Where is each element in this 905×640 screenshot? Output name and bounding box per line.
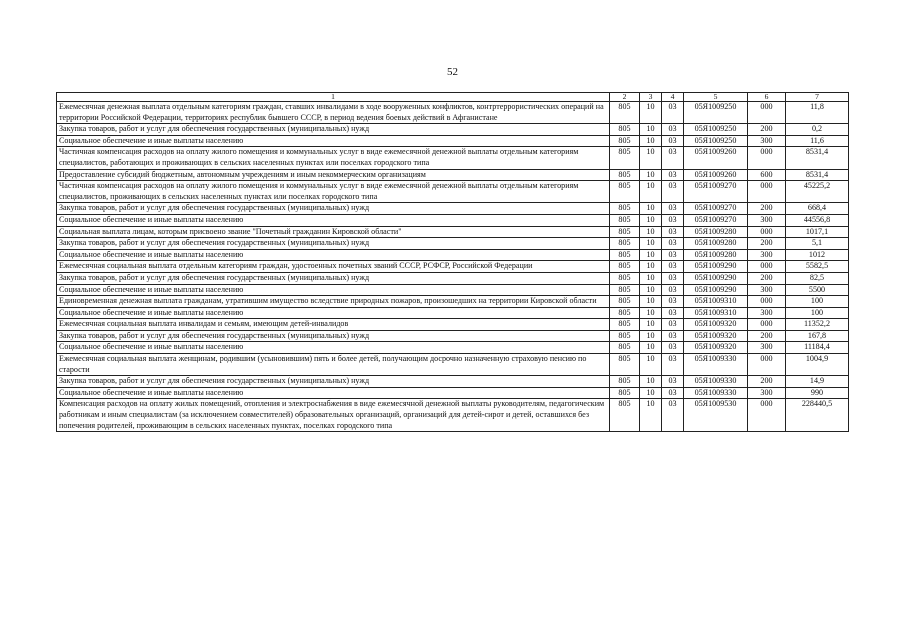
- item-name-cell: Компенсация расходов на оплату жилых помещений, отопления и электроснабжения в виде ежемесячной денежной выплаты руководителям, педагогическим работникам и иным специалистам (за исключением совместителей) образовательных организаций, организаций для детей-сирот и детей, оставшихся без попечения родителей, проживающим в сельских населенных пунктах, поселках городского типа: [57, 399, 610, 432]
- ministry-code-cell: 805: [610, 272, 640, 284]
- subsection-code-cell: 03: [662, 214, 684, 226]
- section-code-cell: 10: [640, 296, 662, 308]
- section-code-cell: 10: [640, 319, 662, 331]
- subsection-code-cell: 03: [662, 284, 684, 296]
- item-name-cell: Закупка товаров, работ и услуг для обеспечения государственных (муниципальных) нужд: [57, 376, 610, 388]
- table-row: [57, 147, 849, 169]
- item-name-cell: Предоставление субсидий бюджетным, автономным учреждениям и иным некоммерческим организациям: [57, 169, 610, 181]
- target-article-cell: 05Я1009250: [684, 124, 748, 136]
- amount-cell: 82,5: [786, 272, 849, 284]
- subsection-code-cell: 03: [662, 226, 684, 238]
- ministry-code-cell: 805: [610, 284, 640, 296]
- header-cell: 2: [610, 93, 640, 102]
- target-article-cell: 05Я1009290: [684, 261, 748, 273]
- ministry-code-cell: 805: [610, 342, 640, 354]
- target-article-cell: 05Я1009270: [684, 203, 748, 215]
- ministry-code-cell: 805: [610, 238, 640, 250]
- subsection-code-cell: 03: [662, 238, 684, 250]
- amount-cell: 14,9: [786, 376, 849, 388]
- expense-type-cell: 200: [748, 376, 786, 388]
- subsection-code-cell: 03: [662, 319, 684, 331]
- table-row: [57, 203, 849, 215]
- ministry-code-cell: 805: [610, 181, 640, 203]
- amount-cell: 5582,5: [786, 261, 849, 273]
- amount-cell: 45225,2: [786, 181, 849, 203]
- amount-cell: 5,1: [786, 238, 849, 250]
- subsection-code-cell: 03: [662, 330, 684, 342]
- target-article-cell: 05Я1009280: [684, 226, 748, 238]
- item-name-cell: Ежемесячная социальная выплата инвалидам и семьям, имеющим детей-инвалидов: [57, 319, 610, 331]
- item-name-cell: Социальная выплата лицам, которым присвоено звание "Почетный гражданин Кировской области": [57, 226, 610, 238]
- amount-cell: 1012: [786, 249, 849, 261]
- amount-cell: 11352,2: [786, 319, 849, 331]
- table-row: [57, 354, 849, 376]
- table-row: [57, 330, 849, 342]
- expense-type-cell: 000: [748, 296, 786, 308]
- amount-cell: 8531,4: [786, 169, 849, 181]
- target-article-cell: 05Я1009280: [684, 238, 748, 250]
- expense-type-cell: 300: [748, 307, 786, 319]
- target-article-cell: 05Я1009330: [684, 376, 748, 388]
- table-row: [57, 249, 849, 261]
- page-number: 52: [447, 66, 458, 78]
- item-name-cell: Частичная компенсация расходов на оплату жилого помещения и коммунальных услуг в виде ежемесячной денежной выплаты отдельным категориям специалистов, работающих и проживающих в сельских населенных пунктах или поселках городского типа: [57, 147, 610, 169]
- expense-type-cell: 300: [748, 249, 786, 261]
- section-code-cell: 10: [640, 181, 662, 203]
- table-row: [57, 102, 849, 124]
- ministry-code-cell: 805: [610, 169, 640, 181]
- amount-cell: 1017,1: [786, 226, 849, 238]
- section-code-cell: 10: [640, 284, 662, 296]
- subsection-code-cell: 03: [662, 387, 684, 399]
- amount-cell: 228440,5: [786, 399, 849, 432]
- expense-type-cell: 000: [748, 261, 786, 273]
- ministry-code-cell: 805: [610, 399, 640, 432]
- subsection-code-cell: 03: [662, 203, 684, 215]
- expense-type-cell: 000: [748, 102, 786, 124]
- header-cell: 3: [640, 93, 662, 102]
- amount-cell: 11184,4: [786, 342, 849, 354]
- target-article-cell: 05Я1009330: [684, 354, 748, 376]
- item-name-cell: Социальное обеспечение и иные выплаты населению: [57, 307, 610, 319]
- target-article-cell: 05Я1009260: [684, 169, 748, 181]
- table-row: [57, 214, 849, 226]
- subsection-code-cell: 03: [662, 124, 684, 136]
- ministry-code-cell: 805: [610, 124, 640, 136]
- header-cell: 1: [57, 93, 610, 102]
- subsection-code-cell: 03: [662, 249, 684, 261]
- section-code-cell: 10: [640, 203, 662, 215]
- expense-type-cell: 300: [748, 135, 786, 147]
- subsection-code-cell: 03: [662, 376, 684, 388]
- section-code-cell: 10: [640, 169, 662, 181]
- amount-cell: 990: [786, 387, 849, 399]
- item-name-cell: Закупка товаров, работ и услуг для обеспечения государственных (муниципальных) нужд: [57, 330, 610, 342]
- section-code-cell: 10: [640, 399, 662, 432]
- expense-type-cell: 300: [748, 342, 786, 354]
- subsection-code-cell: 03: [662, 296, 684, 308]
- amount-cell: 668,4: [786, 203, 849, 215]
- amount-cell: 167,8: [786, 330, 849, 342]
- section-code-cell: 10: [640, 387, 662, 399]
- ministry-code-cell: 805: [610, 249, 640, 261]
- expense-type-cell: 600: [748, 169, 786, 181]
- section-code-cell: 10: [640, 330, 662, 342]
- ministry-code-cell: 805: [610, 203, 640, 215]
- amount-cell: 1004,9: [786, 354, 849, 376]
- subsection-code-cell: 03: [662, 261, 684, 273]
- expense-type-cell: 000: [748, 181, 786, 203]
- expense-type-cell: 200: [748, 203, 786, 215]
- table-row: [57, 387, 849, 399]
- target-article-cell: 05Я1009330: [684, 387, 748, 399]
- table-row: [57, 238, 849, 250]
- table-row: [57, 261, 849, 273]
- table-row: [57, 296, 849, 308]
- table-body: [57, 93, 849, 432]
- amount-cell: 100: [786, 296, 849, 308]
- item-name-cell: Социальное обеспечение и иные выплаты населению: [57, 249, 610, 261]
- ministry-code-cell: 805: [610, 330, 640, 342]
- amount-cell: 0,2: [786, 124, 849, 136]
- table-row: [57, 272, 849, 284]
- ministry-code-cell: 805: [610, 102, 640, 124]
- item-name-cell: Социальное обеспечение и иные выплаты населению: [57, 387, 610, 399]
- item-name-cell: Частичная компенсация расходов на оплату жилого помещения и коммунальных услуг в виде ежемесячной денежной выплаты отдельным категориям специалистов, проживающих в сельских населенных пунктах или поселках городского типа: [57, 181, 610, 203]
- table-row: [57, 181, 849, 203]
- expense-type-cell: 000: [748, 354, 786, 376]
- subsection-code-cell: 03: [662, 272, 684, 284]
- section-code-cell: 10: [640, 261, 662, 273]
- section-code-cell: 10: [640, 147, 662, 169]
- ministry-code-cell: 805: [610, 296, 640, 308]
- target-article-cell: 05Я1009290: [684, 272, 748, 284]
- item-name-cell: Социальное обеспечение и иные выплаты населению: [57, 135, 610, 147]
- target-article-cell: 05Я1009320: [684, 330, 748, 342]
- subsection-code-cell: 03: [662, 135, 684, 147]
- ministry-code-cell: 805: [610, 147, 640, 169]
- amount-cell: 8531,4: [786, 147, 849, 169]
- subsection-code-cell: 03: [662, 354, 684, 376]
- expense-type-cell: 000: [748, 147, 786, 169]
- section-code-cell: 10: [640, 135, 662, 147]
- section-code-cell: 10: [640, 214, 662, 226]
- section-code-cell: 10: [640, 354, 662, 376]
- item-name-cell: Единовременная денежная выплата гражданам, утратившим имущество вследствие природных пожаров, произошедших на территории Кировской области: [57, 296, 610, 308]
- amount-cell: 100: [786, 307, 849, 319]
- expense-type-cell: 200: [748, 330, 786, 342]
- target-article-cell: 05Я1009280: [684, 249, 748, 261]
- section-code-cell: 10: [640, 307, 662, 319]
- expense-type-cell: 200: [748, 272, 786, 284]
- subsection-code-cell: 03: [662, 181, 684, 203]
- budget-table: [56, 92, 849, 432]
- item-name-cell: Социальное обеспечение и иные выплаты населению: [57, 214, 610, 226]
- item-name-cell: Закупка товаров, работ и услуг для обеспечения государственных (муниципальных) нужд: [57, 238, 610, 250]
- ministry-code-cell: 805: [610, 307, 640, 319]
- table-row: [57, 376, 849, 388]
- amount-cell: 11,8: [786, 102, 849, 124]
- header-cell: 7: [786, 93, 849, 102]
- target-article-cell: 05Я1009320: [684, 319, 748, 331]
- target-article-cell: 05Я1009310: [684, 296, 748, 308]
- ministry-code-cell: 805: [610, 261, 640, 273]
- section-code-cell: 10: [640, 124, 662, 136]
- table-row: [57, 342, 849, 354]
- table-row: [57, 169, 849, 181]
- item-name-cell: Закупка товаров, работ и услуг для обеспечения государственных (муниципальных) нужд: [57, 203, 610, 215]
- ministry-code-cell: 805: [610, 135, 640, 147]
- expense-type-cell: 000: [748, 319, 786, 331]
- ministry-code-cell: 805: [610, 376, 640, 388]
- target-article-cell: 05Я1009250: [684, 102, 748, 124]
- amount-cell: 44556,8: [786, 214, 849, 226]
- subsection-code-cell: 03: [662, 147, 684, 169]
- header-cell: 6: [748, 93, 786, 102]
- subsection-code-cell: 03: [662, 307, 684, 319]
- ministry-code-cell: 805: [610, 387, 640, 399]
- subsection-code-cell: 03: [662, 102, 684, 124]
- target-article-cell: 05Я1009290: [684, 284, 748, 296]
- target-article-cell: 05Я1009260: [684, 147, 748, 169]
- item-name-cell: Социальное обеспечение и иные выплаты населению: [57, 284, 610, 296]
- header-cell: 4: [662, 93, 684, 102]
- ministry-code-cell: 805: [610, 319, 640, 331]
- table-row: [57, 319, 849, 331]
- target-article-cell: 05Я1009310: [684, 307, 748, 319]
- subsection-code-cell: 03: [662, 399, 684, 432]
- table-row: [57, 399, 849, 432]
- item-name-cell: Закупка товаров, работ и услуг для обеспечения государственных (муниципальных) нужд: [57, 272, 610, 284]
- target-article-cell: 05Я1009320: [684, 342, 748, 354]
- section-code-cell: 10: [640, 249, 662, 261]
- item-name-cell: Ежемесячная социальная выплата женщинам, родившим (усыновившим) пять и более детей, получающим досрочно назначенную страховую пенсию по старости: [57, 354, 610, 376]
- item-name-cell: Ежемесячная денежная выплата отдельным категориям граждан, ставших инвалидами в ходе вооруженных конфликтов, контртеррористических операций на территории Российской Федерации, территориях республик бывшего СССР, в период ведения боевых действий в Афганистане: [57, 102, 610, 124]
- table-row: [57, 307, 849, 319]
- item-name-cell: Закупка товаров, работ и услуг для обеспечения государственных (муниципальных) нужд: [57, 124, 610, 136]
- table-header-row: [57, 93, 849, 102]
- expense-type-cell: 000: [748, 399, 786, 432]
- expense-type-cell: 000: [748, 226, 786, 238]
- table-row: [57, 135, 849, 147]
- table-row: [57, 226, 849, 238]
- section-code-cell: 10: [640, 102, 662, 124]
- ministry-code-cell: 805: [610, 354, 640, 376]
- expense-type-cell: 300: [748, 387, 786, 399]
- subsection-code-cell: 03: [662, 342, 684, 354]
- section-code-cell: 10: [640, 238, 662, 250]
- expense-type-cell: 200: [748, 238, 786, 250]
- item-name-cell: Социальное обеспечение и иные выплаты населению: [57, 342, 610, 354]
- section-code-cell: 10: [640, 342, 662, 354]
- section-code-cell: 10: [640, 272, 662, 284]
- expense-type-cell: 300: [748, 214, 786, 226]
- section-code-cell: 10: [640, 376, 662, 388]
- target-article-cell: 05Я1009530: [684, 399, 748, 432]
- target-article-cell: 05Я1009250: [684, 135, 748, 147]
- ministry-code-cell: 805: [610, 214, 640, 226]
- target-article-cell: 05Я1009270: [684, 181, 748, 203]
- subsection-code-cell: 03: [662, 169, 684, 181]
- item-name-cell: Ежемесячная социальная выплата отдельным категориям граждан, удостоенных почетных званий СССР, РСФСР, Российской Федерации: [57, 261, 610, 273]
- table-row: [57, 124, 849, 136]
- amount-cell: 5500: [786, 284, 849, 296]
- expense-type-cell: 300: [748, 284, 786, 296]
- target-article-cell: 05Я1009270: [684, 214, 748, 226]
- header-cell: 5: [684, 93, 748, 102]
- expense-type-cell: 200: [748, 124, 786, 136]
- table-row: [57, 284, 849, 296]
- section-code-cell: 10: [640, 226, 662, 238]
- amount-cell: 11,6: [786, 135, 849, 147]
- ministry-code-cell: 805: [610, 226, 640, 238]
